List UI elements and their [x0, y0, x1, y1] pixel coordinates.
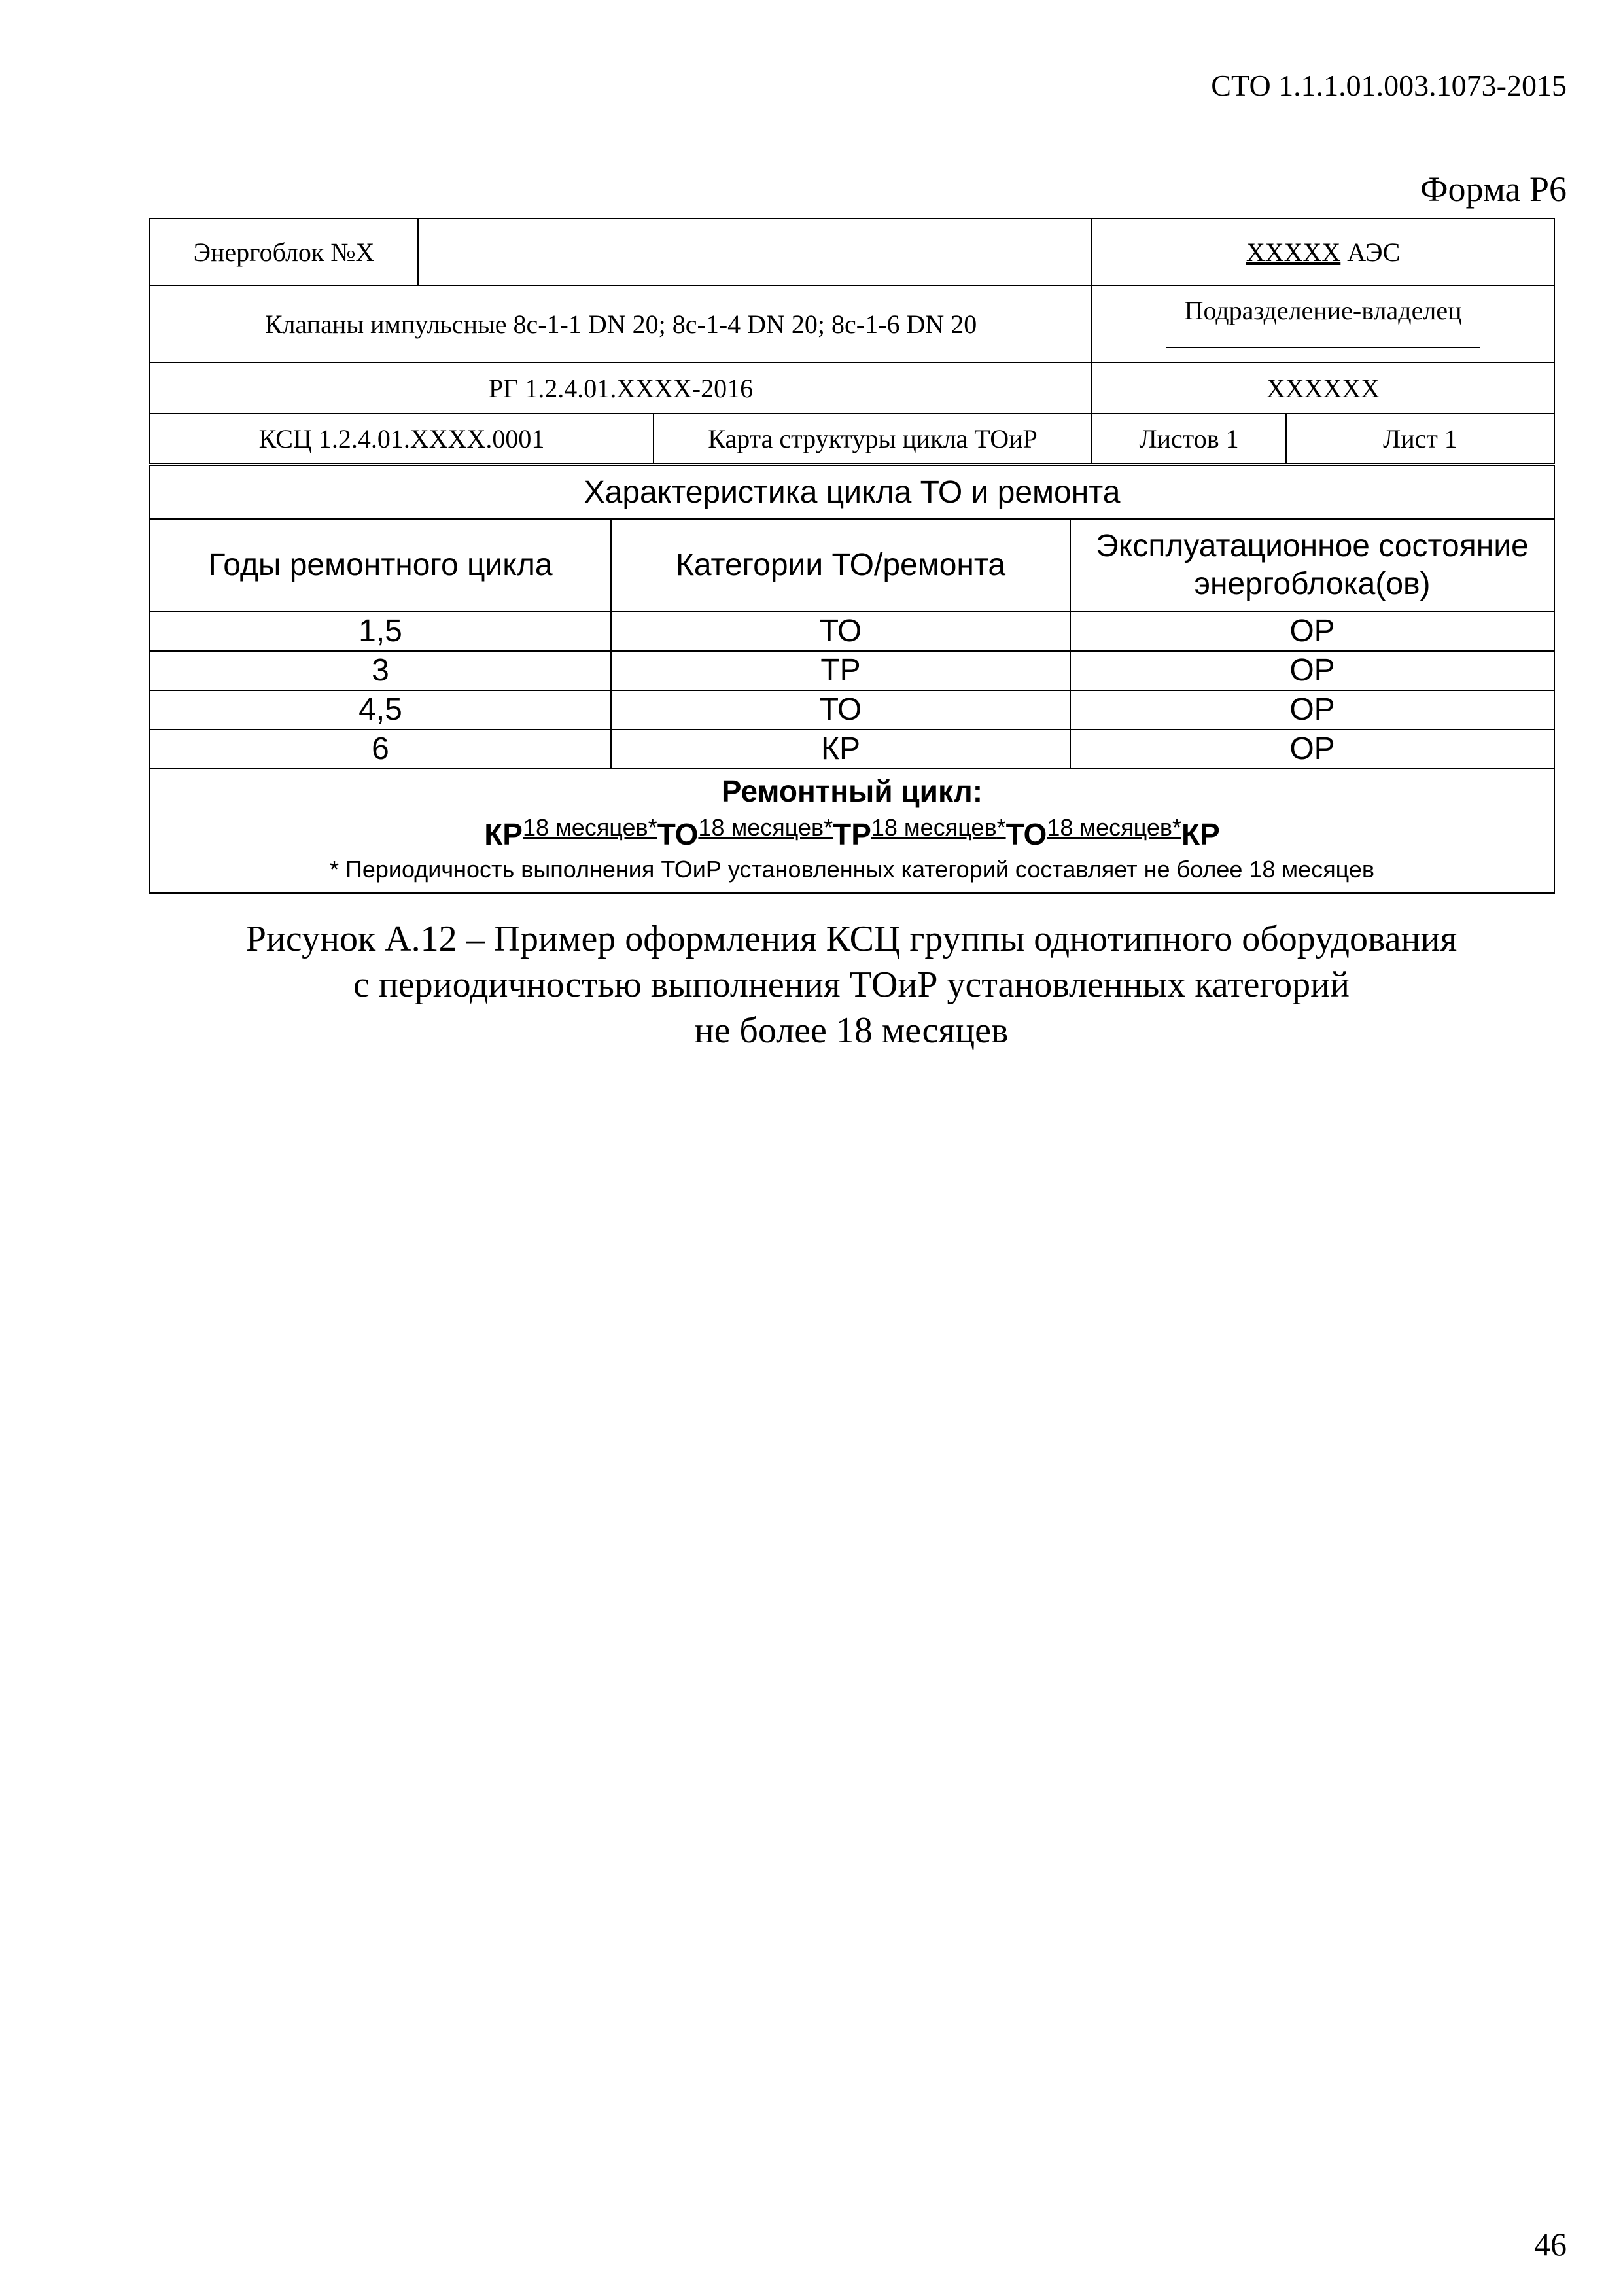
cell-state: ОР: [1070, 730, 1554, 769]
caption-line: с периодичностью выполнения ТОиР установленных категорий: [353, 964, 1350, 1005]
ksc-code-cell: КСЦ 1.2.4.01.ХХХХ.0001: [150, 414, 654, 463]
cycle-step: ТО: [1005, 817, 1047, 851]
caption-line: не более 18 месяцев: [694, 1010, 1009, 1051]
form-label: Форма Р6: [1420, 169, 1567, 209]
cycle-step: КР: [484, 817, 523, 851]
sheets-total-cell: Листов 1: [1092, 414, 1286, 463]
characteristics-title: Характеристика цикла ТО и ремонта: [150, 465, 1554, 519]
equipment-cell: Клапаны импульсные 8с-1-1 DN 20; 8с-1-4 DN 20; 8с-1-6 DN 20: [150, 285, 1092, 362]
owner-signature-line: [1166, 347, 1480, 348]
rg-code-cell: РГ 1.2.4.01.ХХХХ-2016: [150, 362, 1092, 414]
cycle-characteristics-table: [149, 465, 1555, 894]
station-suffix: АЭС: [1340, 237, 1401, 267]
card-title-cell: Карта структуры цикла ТОиР: [654, 414, 1092, 463]
cell-category: ТР: [611, 651, 1070, 690]
cycle-step: КР: [1181, 817, 1220, 851]
repair-cycle-formula: [150, 809, 1554, 853]
cycle-interval: 18 месяцев*: [523, 814, 657, 841]
card-header-table: [149, 218, 1555, 464]
cell-category: ТО: [611, 690, 1070, 730]
cell-category: ТО: [611, 612, 1070, 651]
repair-cycle-cell: [150, 769, 1554, 893]
table-row: [150, 730, 1554, 769]
page-number: 46: [1534, 2226, 1567, 2263]
cycle-step: ТР: [833, 817, 871, 851]
table-row: [150, 690, 1554, 730]
table-row: [150, 651, 1554, 690]
owner-label: Подразделение-владелец: [1184, 296, 1462, 325]
sheet-current-cell: Лист 1: [1286, 414, 1554, 463]
table-header-row: [150, 519, 1554, 612]
figure-caption: [149, 916, 1554, 1053]
cell-years: 4,5: [150, 690, 611, 730]
cycle-interval: 18 месяцев*: [698, 814, 833, 841]
cell-years: 1,5: [150, 612, 611, 651]
owner-code-cell: ХХХХХХ: [1092, 362, 1554, 414]
station-name: ХХХХХ: [1246, 237, 1341, 267]
cell-state: ОР: [1070, 612, 1554, 651]
cycle-step: ТО: [657, 817, 699, 851]
cell-state: ОР: [1070, 651, 1554, 690]
cycle-interval: 18 месяцев*: [871, 814, 1006, 841]
periodicity-note: * Периодичность выполнения ТОиР установленных категорий составляет не более 18 месяцев: [329, 856, 1375, 883]
table-row: [150, 612, 1554, 651]
cell-years: 6: [150, 730, 611, 769]
caption-line: Рисунок А.12 – Пример оформления КСЦ группы однотипного оборудования: [245, 919, 1457, 959]
cycle-interval: 18 месяцев*: [1047, 814, 1181, 841]
cell-years: 3: [150, 651, 611, 690]
unit-cell: Энергоблок №Х: [150, 219, 418, 285]
owner-cell: [1092, 285, 1554, 362]
cell-category: КР: [611, 730, 1070, 769]
unit-blank-cell: [418, 219, 1092, 285]
column-header-state: Эксплуатационное состояние энергоблока(ов): [1070, 519, 1554, 612]
cell-state: ОР: [1070, 690, 1554, 730]
document-code: СТО 1.1.1.01.003.1073-2015: [1211, 69, 1567, 102]
column-header-categories: Категории ТО/ремонта: [611, 519, 1070, 612]
station-cell: [1092, 219, 1554, 285]
repair-cycle-title: Ремонтный цикл:: [721, 774, 983, 808]
column-header-years: Годы ремонтного цикла: [150, 519, 611, 612]
